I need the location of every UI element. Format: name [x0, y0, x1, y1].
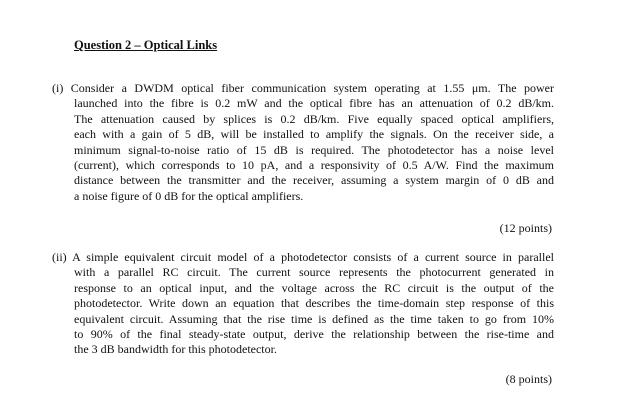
question-ii-line: the 3 dB bandwidth for this photodetector.	[74, 342, 277, 357]
question-i-line: a noise figure of 0 dB for the optical amplifiers.	[74, 188, 304, 203]
question-ii-line: (ii) A simple equivalent circuit model of a photodetector consists of a current source in parallel	[52, 250, 554, 264]
question-i-line: (current), which corresponds to 10 pA, and a responsivity of 0.5 A/W. Find the maximum	[74, 158, 554, 173]
question-heading: Question 2 – Optical Links	[74, 38, 218, 52]
question-i-line: distance between the transmitter and the receiver, assuming a system margin of 0 dB and	[74, 173, 554, 188]
question-i-line: launched into the fibre is 0.2 mW and the optical fibre has an attenuation of 0.2 dB/km.	[74, 96, 554, 111]
question-ii-line: with a parallel RC circuit. The current source represents the photocurrent generated in	[74, 265, 554, 280]
question-part-ii	[52, 250, 554, 358]
question-i-line: (i) Consider a DWDM optical fiber communication system operating at 1.55 μm. The power	[52, 81, 554, 95]
question-i-line: The attenuation caused by splices is 0.2 dB/km. Five equally spaced optical amplifiers,	[74, 111, 554, 126]
question-i-line: each with a gain of 5 dB, will be installed to amplify the signals. On the receiver side, a	[74, 127, 554, 142]
question-i-line: minimum signal-to-noise ratio of 15 dB is required. The photodetector has a noise level	[74, 142, 554, 157]
points-part-i: (12 points)	[499, 221, 552, 235]
points-part-ii: (8 points)	[505, 372, 552, 386]
question-part-i	[52, 81, 554, 204]
question-ii-line: to 90% of the final steady-state output, derive the relationship between the rise-time and	[74, 327, 554, 342]
question-ii-line: response to an optical input, and the voltage across the RC circuit is the output of the	[74, 280, 554, 295]
question-ii-line: photodetector. Write down an equation that describes the time-domain step response of this	[74, 296, 554, 311]
question-ii-line: equivalent circuit. Assuming that the rise time is defined as the time taken to go from 10%	[74, 311, 554, 326]
